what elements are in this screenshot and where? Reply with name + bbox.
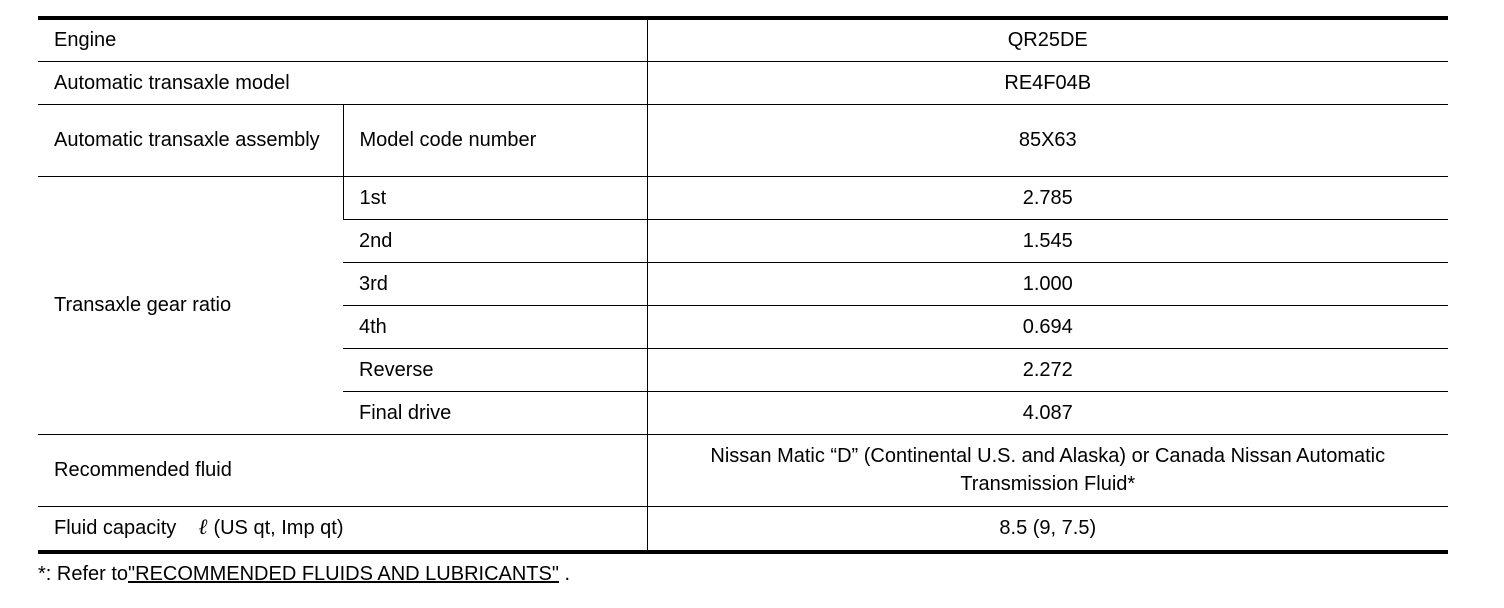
gear-name: 3rd — [343, 262, 647, 305]
gear-value: 1.545 — [647, 219, 1448, 262]
footnote — [38, 561, 570, 587]
gear-value: 2.785 — [647, 176, 1448, 219]
capacity-value: 8.5 (9, 7.5) — [647, 506, 1448, 552]
gear-name: Final drive — [343, 391, 647, 434]
gear-value: 1.000 — [647, 262, 1448, 305]
transaxle-model-row — [38, 61, 1448, 104]
gear-name: 2nd — [343, 219, 647, 262]
gear-value: 2.272 — [647, 348, 1448, 391]
capacity-row — [38, 506, 1448, 552]
gear-value: 4.087 — [647, 391, 1448, 434]
transaxle-model-value: RE4F04B — [647, 61, 1448, 104]
specifications-table — [38, 16, 1448, 554]
capacity-label-cell — [38, 506, 647, 552]
engine-row — [38, 18, 1448, 61]
footnote-suffix: . — [558, 563, 571, 585]
recommended-fluids-link[interactable]: "RECOMMENDED FLUIDS AND LUBRICANTS" — [128, 563, 559, 585]
gear-name: 1st — [343, 176, 647, 219]
capacity-label: Fluid capacity — [54, 517, 177, 540]
gear-name: Reverse — [343, 348, 647, 391]
capacity-unit: (US qt, Imp qt) — [213, 517, 344, 540]
liter-unit-icon: ℓ — [198, 515, 208, 541]
fluid-row — [38, 434, 1448, 506]
model-code-value: 85X63 — [647, 104, 1448, 176]
footnote-prefix: *: Refer to — [38, 563, 129, 585]
gear-ratio-label: Transaxle gear ratio — [38, 176, 343, 434]
gear-value: 0.694 — [647, 305, 1448, 348]
gear-row — [38, 176, 1448, 219]
transaxle-model-label: Automatic transaxle model — [38, 61, 647, 104]
engine-value: QR25DE — [647, 18, 1448, 61]
model-code-label: Model code number — [343, 104, 647, 176]
fluid-label: Recommended fluid — [38, 434, 647, 506]
gear-name: 4th — [343, 305, 647, 348]
engine-label: Engine — [38, 18, 647, 61]
assembly-label: Automatic transaxle assembly — [38, 104, 343, 176]
assembly-row — [38, 104, 1448, 176]
fluid-value: Nissan Matic “D” (Continental U.S. and Alaska) or Canada Nissan Automatic Transmission Fluid* — [647, 434, 1448, 506]
